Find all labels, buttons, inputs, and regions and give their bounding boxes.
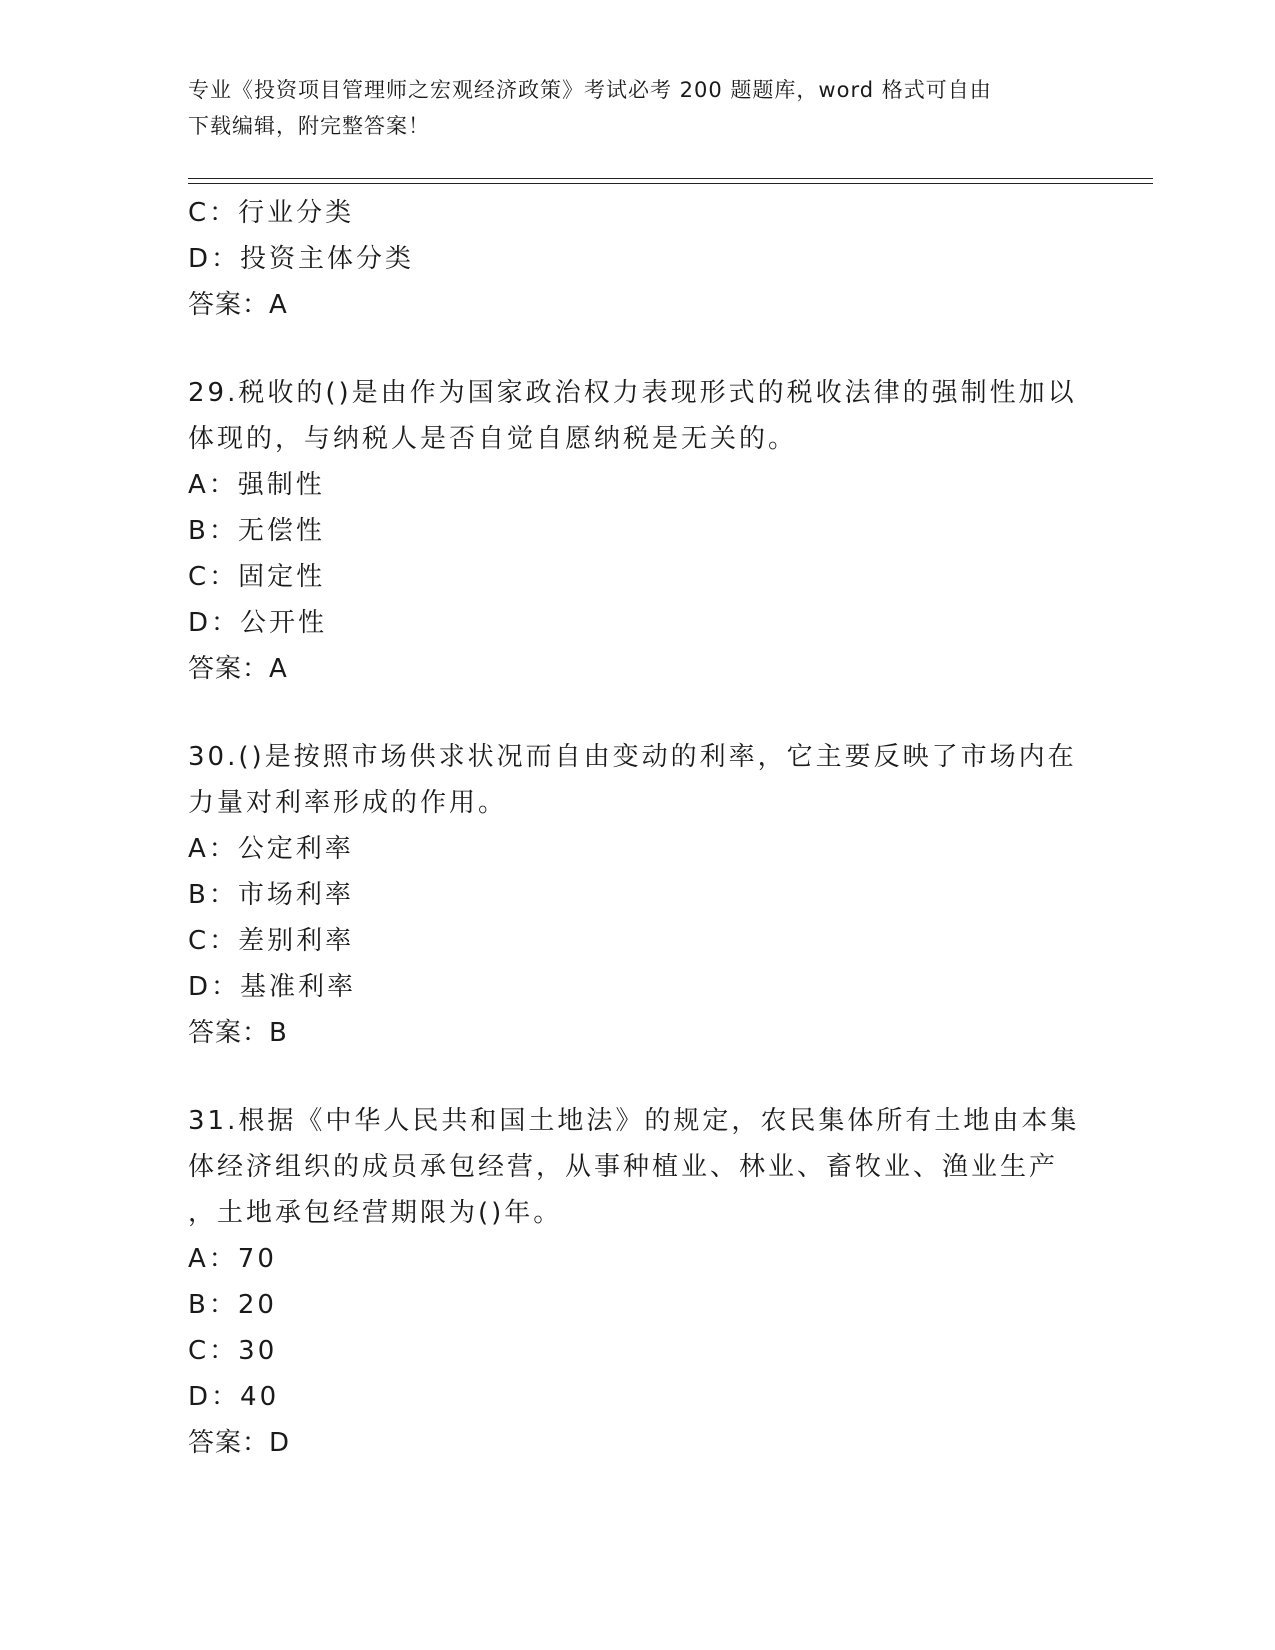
option-d: D：基准利率 [188, 972, 357, 1002]
question-text-line: 体经济组织的成员承包经营，从事种植业、林业、畜牧业、渔业生产 [188, 1152, 1059, 1182]
option-d: D：40 [188, 1382, 280, 1412]
question-29 [188, 370, 1088, 692]
document-body [188, 190, 1088, 1466]
answer-line: 答案：D [188, 1428, 291, 1458]
option-d: D：公开性 [188, 608, 328, 638]
question-text-line: 31.根据《中华人民共和国土地法》的规定，农民集体所有土地由本集 [188, 1106, 1080, 1136]
question-text-line: 力量对利率形成的作用。 [188, 788, 508, 818]
page-header [188, 72, 1088, 144]
option-d: D：投资主体分类 [188, 244, 415, 274]
answer-line: 答案：B [188, 1018, 288, 1048]
option-a: A：强制性 [188, 470, 325, 500]
question-text-line: 30.()是按照市场供求状况而自由变动的利率，它主要反映了市场内在 [188, 742, 1077, 772]
option-c: C：行业分类 [188, 198, 355, 228]
option-a: A：公定利率 [188, 834, 354, 864]
header-line-2: 下载编辑，附完整答案！ [188, 114, 430, 138]
answer-line: 答案：A [188, 654, 288, 684]
question-31 [188, 1098, 1088, 1466]
question-text-line: 体现的，与纳税人是否自觉自愿纳税是无关的。 [188, 424, 798, 454]
answer-line: 答案：A [188, 290, 288, 320]
option-a: A：70 [188, 1244, 277, 1274]
header-line-1: 专业《投资项目管理师之宏观经济政策》考试必考 200 题题库，word 格式可自由 [188, 78, 992, 102]
option-c: C：固定性 [188, 562, 326, 592]
option-c: C：差别利率 [188, 926, 355, 956]
question-text-line: ，土地承包经营期限为()年。 [188, 1198, 563, 1228]
question-28-tail [188, 190, 1088, 328]
option-b: B：无偿性 [188, 516, 325, 546]
header-divider [188, 178, 1153, 184]
question-30 [188, 734, 1088, 1056]
question-text-line: 29.税收的()是由作为国家政治权力表现形式的税收法律的强制性加以 [188, 378, 1077, 408]
option-b: B：市场利率 [188, 880, 354, 910]
option-b: B：20 [188, 1290, 277, 1320]
option-c: C：30 [188, 1336, 278, 1366]
